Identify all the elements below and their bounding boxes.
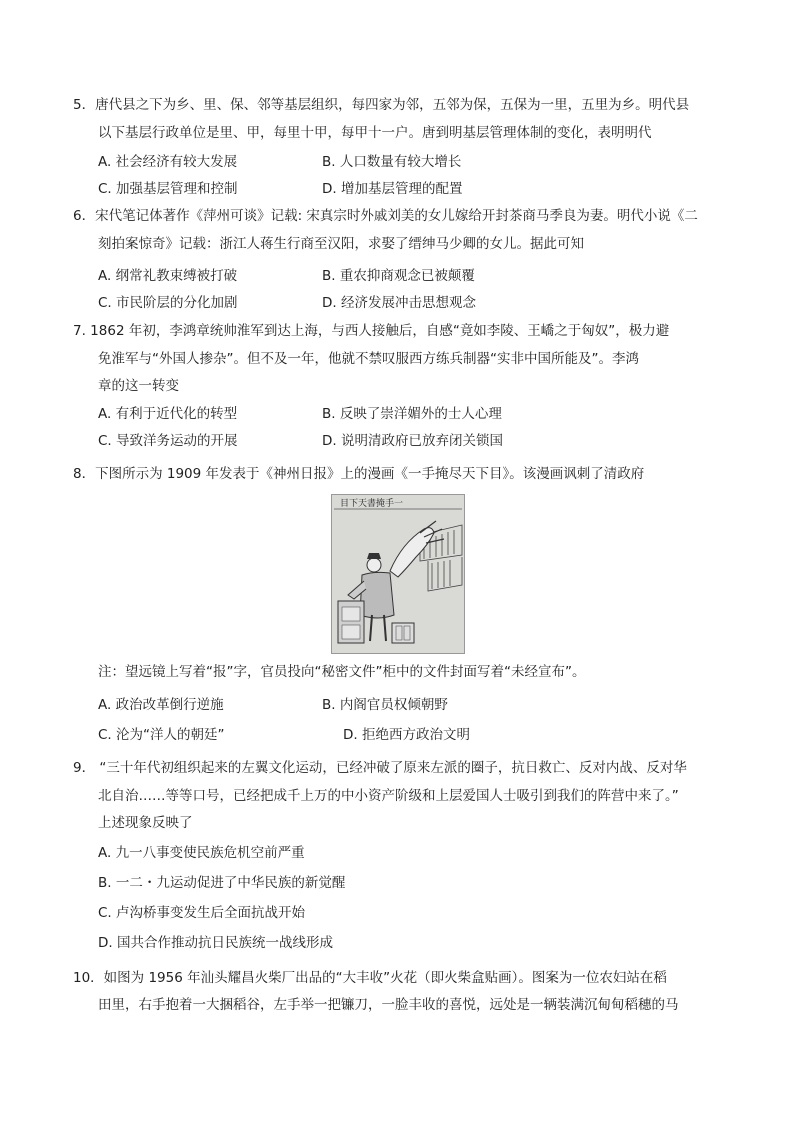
q5-stem-line-2: 以下基层行政单位是里、甲，每里十甲，每甲十一户。唐到明基层管理体制的变化，表明明代 — [98, 125, 652, 141]
q5-option-c: C. 加强基层管理和控制 — [98, 181, 238, 197]
q9-stem-line-1: 9． “三十年代初组织起来的左翼文化运动，已经冲破了原来左派的圈子，抗日救亡、反对内战、反对华 — [73, 760, 687, 776]
q5-option-a: A. 社会经济有较大发展 — [98, 154, 238, 170]
q5-option-d: D. 增加基层管理的配置 — [322, 181, 463, 197]
q9-option-b: B. 一二・九运动促进了中华民族的新觉醒 — [98, 875, 346, 891]
q6-stem-line-1: 6．宋代笔记体著作《萍州可谈》记载: 宋真宗时外戚刘美的女儿嫁给开封茶商马季良为妻。明代小说《二 — [73, 208, 698, 224]
q7-option-a: A. 有利于近代化的转型 — [98, 406, 238, 422]
q7-stem-line-1: 7. 1862 年初，李鸿章统帅淮军到达上海，与西人接触后，自感“竟如李陵、王嶠之于匈奴”，极力避 — [73, 323, 670, 339]
q5-stem-line-1: 5．唐代县之下为乡、里、保、邻等基层组织，每四家为邻，五邻为保，五保为一里，五里为乡。明代县 — [73, 97, 690, 113]
q6-option-d: D. 经济发展冲击思想观念 — [322, 295, 476, 311]
q9-option-a: A. 九一八事变使民族危机空前严重 — [98, 845, 305, 861]
q7-stem-line-3: 章的这一转变 — [98, 378, 179, 394]
q8-option-b: B. 内阁官员权倾朝野 — [322, 697, 448, 713]
q10-stem-line-2: 田里，右手抱着一大捆稻谷，左手举一把镰刀，一脸丰收的喜悦，远处是一辆装满沉甸甸稻穗的马 — [98, 997, 679, 1013]
q7-option-d: D. 说明清政府已放弃闭关锁国 — [322, 433, 503, 449]
q6-option-c: C. 市民阶层的分化加剧 — [98, 295, 238, 311]
q9-option-c: C. 卢沟桥事变发生后全面抗战开始 — [98, 905, 306, 921]
q7-option-c: C. 导致洋务运动的开展 — [98, 433, 238, 449]
q9-stem-line-2: 北自治……等等口号，已经把成千上万的中小资产阶级和上层爱国人士吸引到我们的阵营中来了。” — [98, 788, 679, 804]
q10-stem-line-1: 10．如图为 1956 年汕头耀昌火柴厂出品的“大丰收”火花（即火柴盒贴画）。图案为一位农妇站在稻 — [73, 970, 667, 986]
q7-stem-line-2: 免淮军与“外国人掺杂”。但不及一年，他就不禁叹服西方练兵制器“实非中国所能及”。李鸿 — [98, 351, 639, 367]
q8-stem: 8．下图所示为 1909 年发表于《神州日报》上的漫画《一手掩尽天下目》。该漫画讽刺了清政府 — [73, 466, 645, 482]
q8-option-a: A. 政治改革倒行逆施 — [98, 697, 224, 713]
q8-option-c: C. 沦为“洋人的朝廷” — [98, 727, 225, 743]
cartoon-drawing — [332, 495, 464, 653]
q9-stem-line-3: 上述现象反映了 — [98, 815, 193, 831]
q8-note: 注：望远镜上写着“报”字，官员投向“秘密文件”柜中的文件封面写着“未经宣布”。 — [98, 664, 586, 680]
q7-option-b: B. 反映了崇洋媚外的士人心理 — [322, 406, 502, 422]
q6-option-a: A. 纲常礼教束缚被打破 — [98, 268, 238, 284]
cartoon-caption: 目下天書掩手一 — [340, 499, 404, 509]
q5-option-b: B. 人口数量有较大增长 — [322, 154, 462, 170]
q6-stem-line-2: 刻拍案惊奇》记载：浙江人蒋生行商至汉阳，求娶了缙绅马少卿的女儿。据此可知 — [98, 236, 584, 252]
q9-option-d: D. 国共合作推动抗日民族统一战线形成 — [98, 935, 333, 951]
q6-option-b: B. 重农抑商观念已被颠覆 — [322, 268, 475, 284]
cartoon-image — [331, 494, 465, 654]
q8-option-d: D. 拒绝西方政治文明 — [343, 727, 470, 743]
